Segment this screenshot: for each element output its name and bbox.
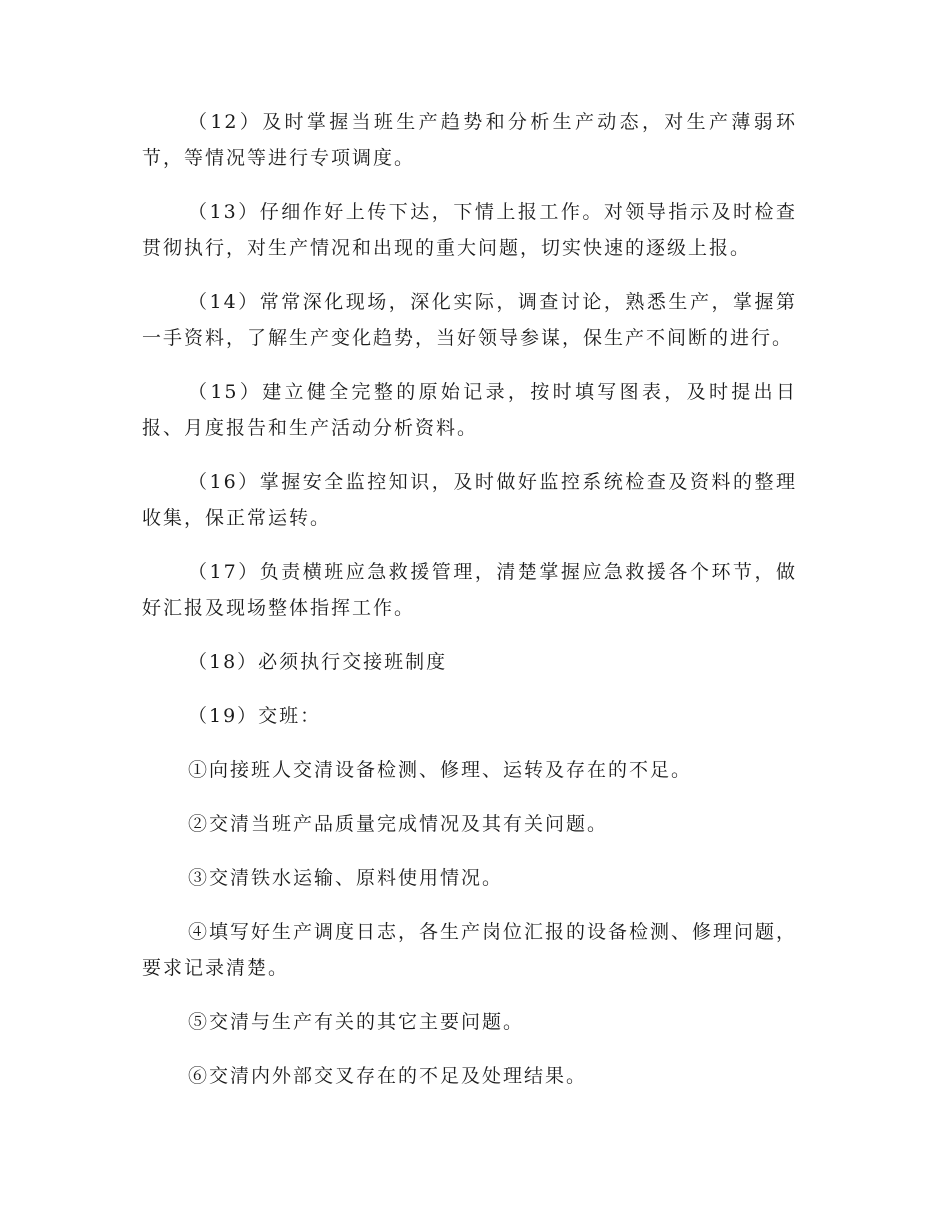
list-item-5: ⑤交清与生产有关的其它主要问题。	[188, 1011, 525, 1033]
document-body	[142, 104, 797, 1112]
paragraph-13: （13）仔细作好上传下达，下情上报工作。对领导指示及时检查贯彻执行，对生产情况和出现的重大问题，切实快速的逐级上报。	[142, 201, 797, 259]
paragraph-12: （12）及时掌握当班生产趋势和分析生产动态，对生产薄弱环节，等情况等进行专项调度。	[142, 111, 797, 169]
list-item-6: ⑥交清内外部交叉存在的不足及处理结果。	[188, 1065, 588, 1087]
paragraph-17: （17）负责横班应急救援管理，清楚掌握应急救援各个环节，做好汇报及现场整体指挥工作。	[142, 561, 797, 619]
list-item-1: ①向接班人交清设备检测、修理、运转及存在的不足。	[188, 759, 693, 781]
list-item-2: ②交清当班产品质量完成情况及其有关问题。	[188, 813, 609, 835]
paragraph-18: （18）必须执行交接班制度	[188, 651, 448, 673]
list-item-3: ③交清铁水运输、原料使用情况。	[188, 867, 504, 889]
list-item-4: ④填写好生产调度日志，各生产岗位汇报的设备检测、修理问题，要求记录清楚。	[142, 921, 798, 979]
paragraph-16: （16）掌握安全监控知识，及时做好监控系统检查及资料的整理收集，保正常运转。	[142, 471, 797, 529]
paragraph-15: （15）建立健全完整的原始记录，按时填写图表，及时提出日报、月度报告和生产活动分析资料。	[142, 381, 797, 439]
paragraph-19: （19）交班：	[188, 705, 322, 727]
paragraph-14: （14）常常深化现场，深化实际，调查讨论，熟悉生产，掌握第一手资料，了解生产变化趋势，当好领导参谋，保生产不间断的进行。	[142, 291, 797, 349]
